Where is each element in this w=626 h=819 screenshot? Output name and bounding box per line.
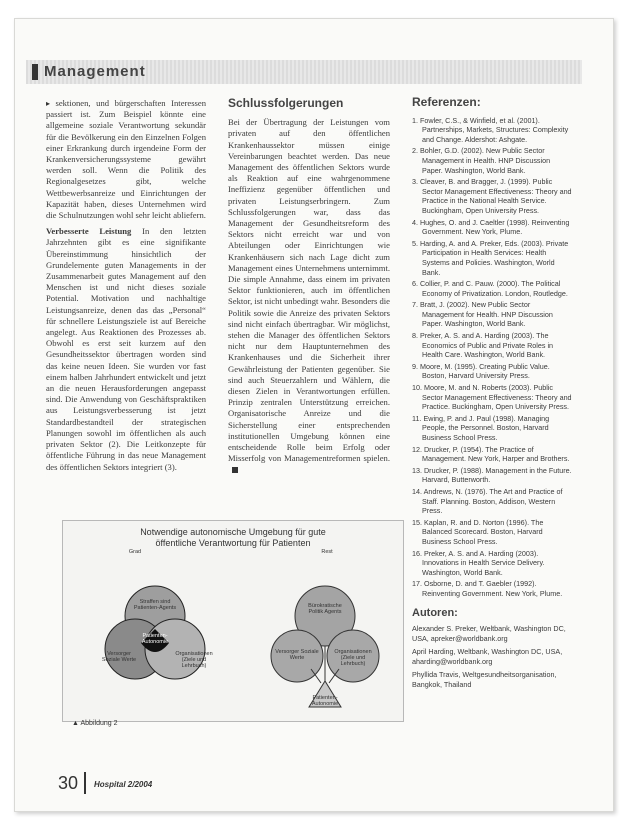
- reference-item: 9. Moore, M. (1995). Creating Public Value. Boston, Harvard University Press.: [412, 361, 550, 381]
- section-heading: Schlussfolgerungen: [228, 96, 344, 110]
- reference-item: 14. Andrews, N. (1976). The Art and Practice of Staff. Planning. Boston, Addison, Western Press.: [412, 486, 563, 516]
- venn-label: Versorger Soziale Werte: [275, 649, 319, 661]
- column-middle: [228, 98, 390, 481]
- references-heading: Referenzen:: [412, 95, 481, 109]
- paragraph-text: In den letzten Jahrzehnten gibt es eine signifikante Übereinstimmung hinsichtlich der Grundelemente guten Managements in der Zusammenarbeit gutes Management auf den Menschen ist und nicht dieses soziale Potential. Motivation und nachhaltige Leistungsanreize, denen das das „Personal“ für schnellere Leistungsziele ist auf Bereiche angelegt. Aus Reaktionen des Prozesses ab. Obwohl es erst seit kurzem auf den Gesundheitssektor übertragen worden sind das keine neuen Ideen. Sie wurden vor fast einem halben Jahrhundert entwickelt und jetzt an die neuen Herausforderungen angepasst sind. Die Anwendung von Geschäftspraktiken aus Leistungsverbesserung ist jetzt Standardbestandteil der strategischen Planungen sowohl im öffentlichen als auch privaten Sektor (2). Die Leitkonzepte für öffentliche Führung in das neue Management des öffentlichen Sektors integriert (3).: [46, 226, 206, 472]
- reference-item: 12. Drucker, P. (1954). The Practice of Management. New York, Harper and Brothers.: [412, 444, 570, 464]
- venn-label: Organisationen (Ziele und Lehrbuch): [334, 649, 372, 667]
- paragraph-text: sektionen, und bürgerschaften Interessen passiert ist. Zum Beispiel könnte eine allgemeine soziale Verantwortung sekundär für die Bevölkerung ein den Einzelnen Folgen einer Erkrankung durch irgendeine Form der Krankenversicherungssysteme gewährt werden soll. Wenn die Politik des Regionalgesetzes gibt, welche Wettbewerbsanreize und Einrichtungen der Kapazität haben, dieses Unternehmen wird die Schulnutzungen wohl sehr leicht abliefern.: [46, 98, 206, 221]
- venn-svg: [63, 521, 403, 721]
- header-mark: [32, 64, 38, 80]
- author-item: Phyllida Travis, Weltgesundheitsorganisation, Bangkok, Thailand: [412, 670, 557, 690]
- triangle-bullet-icon: ▸: [46, 99, 56, 108]
- paragraph-text: Bei der Übertragung der Leistungen vom privaten auf den öffentlichen Krankenhaussektor müssen einige Vereinbarungen beachtet werden. Das neue Management des öffentlichen Sektors wurde als Reaktion auf eine wahrgenommene Ineffizienz gegenüber öffentlichen und privaten Leistungserbringern. Zum Schlussfolgerungen war, dass das Management der Gesundheitsreform des Sektors nicht erreicht war und von Abteilungen oder Einrichtungen wie Krankenhäusern sich nach Lage dicht zum Management eines Unternehmens unternimmt. Die simple Annahme, dass einem im privaten Sektor funktionieren, auch im öffentlichen Sektor, ist nicht unbedingt wahr. Besonders die Politik sowie die Anreize des privaten Sektors sind nicht einfach übertragbar. Wir möglichst, stehen die Manager des öffentlichen Sektors nicht nur dem Hauptunternehmen des Krankenhauses und die Sicherheit ihrer Gewährleistung der Patienten gegenüber. Sie sind auch Steuerzahlern und Wählern, die diesen Zielen in Verantwortungen erfüllen. Prinzip zentralen Unterstützung erreichen. Organisatorische Anreize und die Sicherstellung einer entsprechenden institutionellen Umgebung können eine entscheidende Rolle beim Erfolg oder Misserfolg von Managementreformen spielen.: [228, 117, 390, 464]
- reference-item: 4. Hughes, O. and J. Caeltler (1998). Reinventing Government. New York, Plume.: [412, 217, 570, 237]
- caption-text: Abbildung 2: [80, 720, 118, 727]
- reference-item: 10. Moore, M. and N. Roberts (2003). Public Sector Management Effectiveness: Theory and Practice. Buckingham, Open University Press.: [412, 383, 572, 412]
- venn-label: Patienten-Autonomie: [311, 695, 339, 707]
- reference-item: 7. Bratt, J. (2002). New Public Sector Management for Health. HNP Discussion Paper. Washington, World Bank.: [412, 300, 553, 329]
- reference-item: 6. Collier, P. and C. Pauw. (2000). The Political Economy of Privatization. London, Routledge.: [412, 279, 568, 298]
- venn-label: Bürokratische Politik Agents: [308, 603, 342, 615]
- page-number: 30: [58, 773, 79, 793]
- reference-item: 2. Bohler, G.D. (2002). New Public Sector Management in Health. HNP Discussion Paper. Washington, World Bank.: [412, 146, 551, 175]
- reference-item: 16. Preker, A. S. and A. Harding (2003). Innovations in Health Service Delivery. Washington, World Bank.: [412, 548, 545, 577]
- end-square-icon: [232, 467, 238, 473]
- paragraph: [46, 98, 206, 221]
- authors-heading: Autoren:: [412, 606, 458, 619]
- author-item: April Harding, Weltbank, Washington DC, USA, aharding@worldbank.org: [412, 647, 563, 666]
- paragraph: [228, 117, 390, 476]
- section-title: Management: [44, 63, 146, 80]
- figure-title-line: Notwendige autonomische Umgebung für gute: [140, 527, 326, 537]
- figure-title-line: öffentliche Verantwortung für Patienten: [155, 538, 311, 548]
- figure-venn-diagram: [62, 520, 404, 722]
- reference-item: 3. Cleaver, B. and Bragger, J. (1999). Public Sector Management Effectiveness: Theory and Practice in the National Health Service. Buckingham, Open University Press.: [412, 177, 572, 215]
- column-right: [412, 95, 572, 694]
- reference-item: 5. Harding, A. and A. Preker, Eds. (2003). Private Participation in Health Services: Health Systems and Policies. Washington, World Bank.: [412, 238, 569, 277]
- venn-label: Patienten-Autonomie: [141, 633, 169, 645]
- reference-item: 15. Kaplan, R. and D. Norton (1996). The Balanced Scorecard. Boston, Harvard Business School Press.: [412, 517, 544, 546]
- figure-caption: [72, 720, 117, 727]
- left-panel-label: Grad: [128, 549, 142, 555]
- author-item: Alexander S. Preker, Weltbank, Washington DC, USA, apreker@worldbank.org: [412, 624, 566, 643]
- right-panel-label: Rest: [321, 549, 333, 555]
- venn-label: Straffen sind Patienten-Agents: [133, 599, 177, 611]
- venn-label: Organisationen (Ziele und Lehrbuch): [175, 651, 213, 669]
- paragraph: [46, 226, 206, 472]
- reference-item: 17. Osborne, D. and T. Gaebler (1992). Reinventing Government. New York, Plume.: [412, 579, 563, 598]
- reference-item: 13. Drucker, P. (1988). Management in the Future. Harvard, Butterworth.: [412, 465, 572, 485]
- reference-item: 8. Preker, A. S. and A. Harding (2003). The Economics of Public and Private Roles in Health Care. Washington, World Bank.: [412, 331, 554, 360]
- reference-item: 1. Fowler, C.S., & Winfield, et al. (2001). Partnerships, Markets, Structures: Complexity and Change. Aldershot: Ashgate.: [412, 115, 569, 144]
- subheading: Verbesserte Leistung: [46, 226, 132, 237]
- triangle-bullet-icon: ▲: [72, 720, 81, 727]
- footer-divider: [84, 772, 86, 794]
- publication-name: Hospital 2/2004: [94, 780, 153, 789]
- venn-label: Versorger Soziale Werte: [101, 651, 137, 663]
- column-left: [46, 98, 206, 478]
- reference-item: 11. Ewing, P. and J. Paul (1998). Managing People, the Personnel. Boston, Harvard Business School Press.: [412, 413, 550, 442]
